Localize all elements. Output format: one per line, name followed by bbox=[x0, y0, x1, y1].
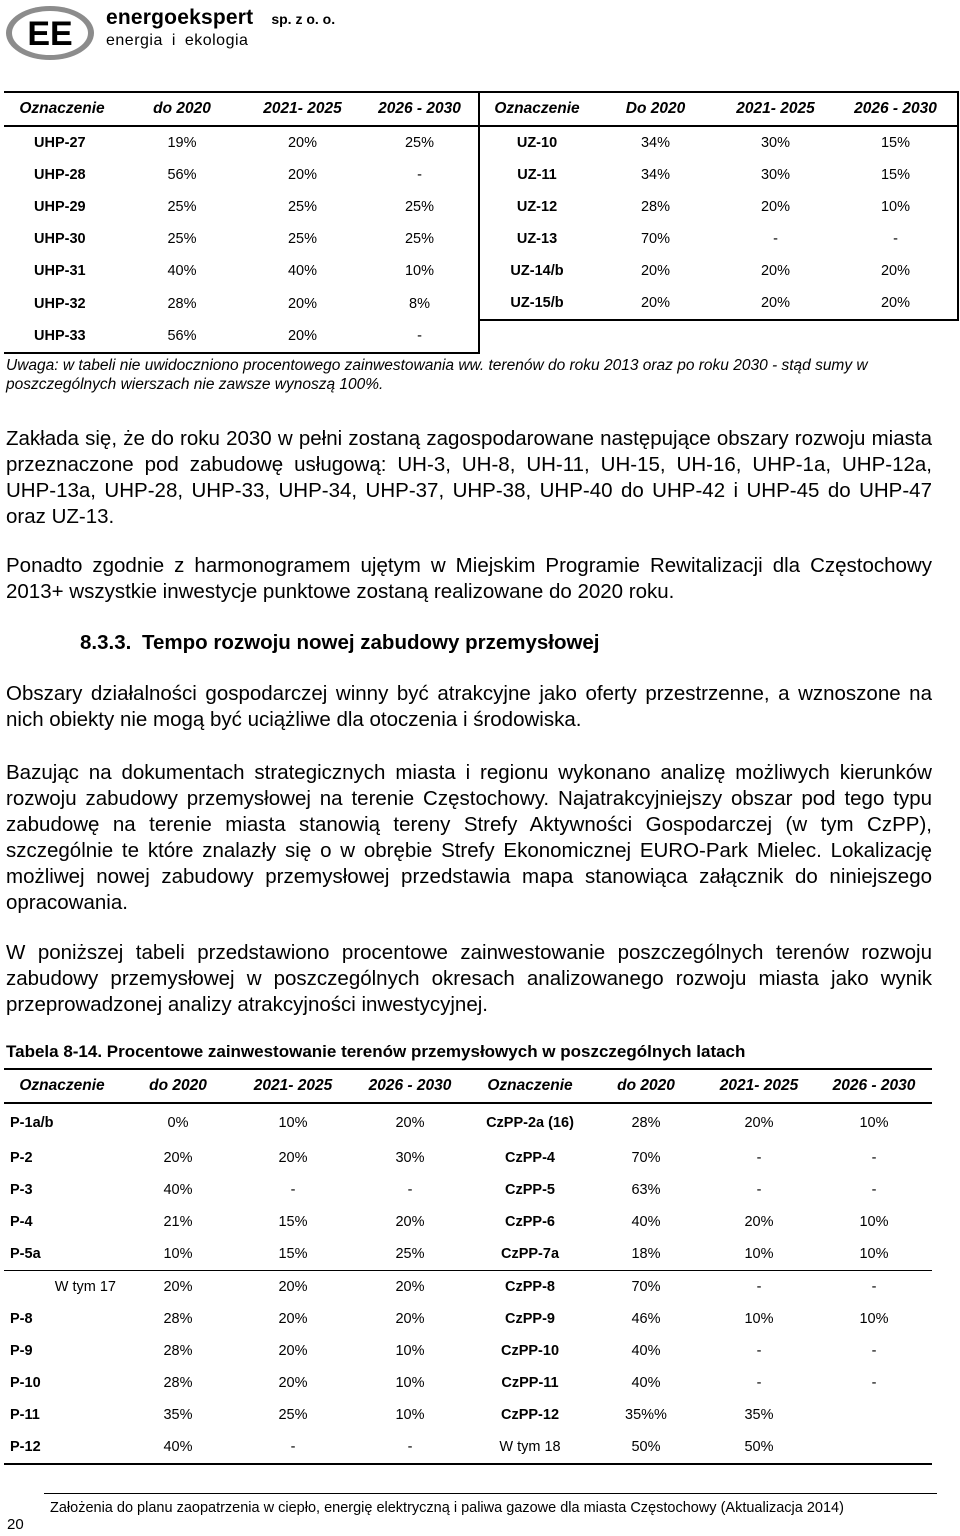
table-cell: 15% bbox=[834, 126, 958, 159]
table-cell: 20% bbox=[278, 1311, 308, 1327]
table-cell: W tym 17 bbox=[54, 1279, 116, 1295]
column-header: 2021- 2025 bbox=[702, 1069, 816, 1103]
table-row bbox=[4, 1142, 932, 1174]
table-row bbox=[4, 320, 958, 353]
table-cell: 15% bbox=[834, 159, 958, 191]
table-industrial-areas bbox=[4, 1068, 932, 1465]
table-row bbox=[4, 1335, 932, 1367]
table-cell: 20% bbox=[760, 263, 791, 279]
table-cell: UHP-31 bbox=[34, 263, 86, 279]
table-cell: 20% bbox=[278, 1343, 308, 1359]
table-cell: CzPP-11 bbox=[501, 1375, 559, 1391]
table-cell: 30% bbox=[760, 135, 791, 151]
table-cell: 10% bbox=[859, 1214, 889, 1230]
table-cell: 40% bbox=[287, 263, 318, 279]
table-cell bbox=[479, 320, 594, 353]
column-header: 2026 - 2030 bbox=[350, 1069, 470, 1103]
column-header: 2026 - 2030 bbox=[816, 1069, 932, 1103]
table-cell: 20% bbox=[744, 1214, 774, 1230]
table-cell: 15% bbox=[278, 1214, 308, 1230]
table-row bbox=[4, 255, 958, 287]
table-cell: 25% bbox=[167, 199, 197, 215]
table-row bbox=[4, 191, 958, 223]
table-cell: CzPP-6 bbox=[505, 1214, 555, 1230]
table-cell: - bbox=[417, 167, 422, 183]
table-cell: - bbox=[350, 1431, 470, 1464]
table-cell: 20% bbox=[594, 287, 717, 320]
table-cell: 25% bbox=[167, 231, 197, 247]
table-row bbox=[4, 159, 958, 191]
column-header: do 2020 bbox=[120, 92, 244, 126]
column-header: 2026 - 2030 bbox=[361, 92, 479, 126]
table-cell: 20% bbox=[395, 1115, 425, 1131]
table-row bbox=[4, 1174, 932, 1206]
table-row bbox=[4, 1206, 932, 1238]
column-header: do 2020 bbox=[120, 1069, 236, 1103]
table-cell: 50% bbox=[702, 1431, 816, 1464]
table-cell: 10% bbox=[744, 1311, 774, 1327]
table-cell: UHP-32 bbox=[34, 295, 86, 312]
table-cell: 20% bbox=[744, 1115, 774, 1131]
table-cell: 20% bbox=[395, 1311, 425, 1327]
table-cell: 25% bbox=[278, 1407, 308, 1423]
table-cell: - bbox=[756, 1150, 762, 1166]
table-cell: P-1a/b bbox=[10, 1115, 54, 1131]
table-cell: W tym 18 bbox=[470, 1431, 590, 1464]
table-cell: UHP-27 bbox=[34, 135, 86, 151]
table-cell: UHP-29 bbox=[34, 199, 86, 215]
table-cell: 25% bbox=[404, 231, 435, 247]
table-cell: 20% bbox=[244, 320, 361, 353]
table-cell: - bbox=[756, 1182, 762, 1198]
column-header: Do 2020 bbox=[594, 92, 717, 126]
paragraph: Ponadto zgodnie z harmonogramem ujętym w Miejskim Programie Rewitalizacji dla Częstochowy 2013+ wszystkie inwestycje punktowe zostaną realizowane do 2020 roku. bbox=[6, 554, 932, 603]
table-cell: 20% bbox=[287, 295, 318, 312]
table-cell: UZ-12 bbox=[479, 191, 594, 223]
table-row bbox=[4, 1271, 932, 1304]
table-cell: P-12 bbox=[4, 1431, 120, 1464]
column-header: Oznaczenie bbox=[4, 92, 120, 126]
table-cell: - bbox=[871, 1279, 877, 1295]
table-cell: 25% bbox=[404, 135, 435, 151]
table-cell: 63% bbox=[631, 1182, 661, 1198]
table-cell: 20% bbox=[278, 1375, 308, 1391]
logo-emblem-icon bbox=[4, 4, 96, 62]
table-cell bbox=[717, 320, 834, 353]
table-cell: 10% bbox=[395, 1407, 425, 1423]
table-cell: CzPP-2a (16) bbox=[486, 1115, 574, 1131]
table-cell: P-2 bbox=[10, 1150, 33, 1166]
table-row bbox=[4, 1238, 932, 1271]
table-cell: 10% bbox=[834, 191, 958, 223]
table-cell: 8% bbox=[409, 295, 430, 312]
table-cell: CzPP-10 bbox=[500, 1343, 560, 1359]
table-cell bbox=[816, 1431, 932, 1464]
table-cell: - bbox=[236, 1431, 350, 1464]
table-cell: 20% bbox=[278, 1150, 308, 1166]
table-cell: - bbox=[407, 1182, 413, 1198]
table-cell: UZ-10 bbox=[479, 126, 594, 159]
table-cell: 56% bbox=[120, 320, 244, 353]
table-cell: 35% bbox=[163, 1407, 193, 1423]
table-cell: 28% bbox=[163, 1343, 193, 1359]
table-cell: 40% bbox=[120, 1431, 236, 1464]
table-row bbox=[4, 1431, 932, 1464]
table-cell: 20% bbox=[395, 1214, 425, 1230]
table-cell: 10% bbox=[395, 1375, 425, 1391]
table-cell: 28% bbox=[640, 199, 671, 215]
table-cell: 40% bbox=[631, 1375, 661, 1391]
brand-name: energoekspert bbox=[106, 6, 254, 29]
table-cell: UHP-30 bbox=[34, 231, 86, 247]
table-cell: 10% bbox=[120, 1238, 236, 1271]
table-cell: 10% bbox=[395, 1343, 425, 1359]
table-note: Uwaga: w tabeli nie uwidoczniono procentowego zainwestowania ww. terenów do roku 2013 oraz po roku 2030 - stąd sumy w poszczególnych wierszach nie zawsze wynoszą 100%. bbox=[6, 357, 868, 393]
table-cell: 28% bbox=[163, 1375, 193, 1391]
table-cell: 34% bbox=[640, 167, 671, 183]
column-header: 2021- 2025 bbox=[236, 1069, 350, 1103]
table-cell: 0% bbox=[167, 1115, 189, 1131]
table-cell: P-4 bbox=[10, 1214, 33, 1230]
table-cell: 20% bbox=[834, 287, 958, 320]
column-header: 2021- 2025 bbox=[717, 92, 834, 126]
table-cell: UZ-13 bbox=[479, 223, 594, 255]
table-cell: 25% bbox=[404, 199, 435, 215]
table-header-row bbox=[4, 92, 958, 126]
table-cell: 35% bbox=[744, 1407, 774, 1423]
table-cell: P-3 bbox=[10, 1182, 33, 1198]
column-header: Oznaczenie bbox=[4, 1069, 120, 1103]
table-cell: - bbox=[290, 1182, 296, 1198]
column-header: 2026 - 2030 bbox=[834, 92, 958, 126]
table-cell: - bbox=[756, 1343, 762, 1359]
table-cell bbox=[834, 320, 958, 353]
table-cell: 70% bbox=[631, 1150, 661, 1166]
table-cell: - bbox=[773, 231, 778, 247]
table-row bbox=[4, 1367, 932, 1399]
table-cell: 10% bbox=[816, 1238, 932, 1271]
company-logo bbox=[4, 4, 96, 62]
table-cell: 20% bbox=[163, 1150, 193, 1166]
table-cell: - bbox=[756, 1375, 762, 1391]
table-cell: 10% bbox=[702, 1238, 816, 1271]
section-title: Tempo rozwoju nowej zabudowy przemysłowej bbox=[142, 631, 600, 654]
table-cell: 40% bbox=[631, 1343, 661, 1359]
table-cell: 10% bbox=[859, 1311, 889, 1327]
column-header: 2021- 2025 bbox=[244, 92, 361, 126]
table-cell: 15% bbox=[236, 1238, 350, 1271]
table-cell: P-9 bbox=[10, 1343, 33, 1359]
table-cell: - bbox=[871, 1375, 877, 1391]
table-cell: 70% bbox=[631, 1279, 661, 1295]
table-cell: - bbox=[361, 320, 479, 353]
column-header: Oznaczenie bbox=[479, 92, 594, 126]
table-cell: 25% bbox=[287, 199, 318, 215]
table-cell: 40% bbox=[167, 263, 197, 279]
table-cell: 25% bbox=[350, 1238, 470, 1271]
table-cell: UZ-14/b bbox=[479, 255, 594, 287]
svg-text:EE: EE bbox=[27, 15, 73, 53]
table-cell: P-5a bbox=[4, 1238, 120, 1271]
section-number: 8.3.3. bbox=[80, 631, 132, 654]
table-cell: 20% bbox=[717, 287, 834, 320]
table-cell: 10% bbox=[859, 1115, 889, 1131]
table-cell: CzPP-9 bbox=[505, 1311, 555, 1327]
table-cell: - bbox=[871, 1150, 877, 1166]
table-cell: 28% bbox=[167, 295, 197, 312]
table-row bbox=[4, 287, 958, 320]
section-heading bbox=[80, 631, 600, 655]
paragraph: W poniższej tabeli przedstawiono procentowe zainwestowanie poszczególnych terenów rozwoju zabudowy przemysłowej w poszczególnych okresach analizowanego rozwoju miasta jako wynik przeprowadzonej analizy atrakcyjności inwestycyjnej. bbox=[6, 941, 932, 1016]
table-row bbox=[4, 1103, 932, 1142]
column-header: Oznaczenie bbox=[470, 1069, 590, 1103]
table-cell: 20% bbox=[395, 1279, 425, 1295]
table-cell: CzPP-8 bbox=[505, 1279, 555, 1295]
table-cell: 20% bbox=[834, 255, 958, 287]
table-cell: 30% bbox=[395, 1150, 425, 1166]
table-cell: P-11 bbox=[10, 1407, 40, 1423]
table-cell: 56% bbox=[167, 167, 197, 183]
table-cell: 25% bbox=[287, 231, 318, 247]
table-cell: 20% bbox=[760, 199, 791, 215]
table-cell: - bbox=[871, 1182, 877, 1198]
paragraph: Zakłada się, że do roku 2030 w pełni zostaną zagospodarowane następujące obszary rozwoju miasta przeznaczone pod zabudowę usługową: UH-3, UH-8, UH-11, UH-15, UH-16, UHP-1a, UHP-12a, UHP-13a, UHP-28, UHP-33, UHP-34, UHP-37, UHP-38, UHP-40 do UHP-42 i UHP-45 do UHP-47 oraz UZ-13. bbox=[6, 427, 932, 528]
table-cell: 28% bbox=[631, 1115, 661, 1131]
table-service-areas bbox=[4, 91, 959, 354]
table-cell bbox=[816, 1399, 932, 1431]
table-cell: 40% bbox=[163, 1182, 193, 1198]
table-cell bbox=[594, 320, 717, 353]
table-cell: 10% bbox=[404, 263, 435, 279]
table-cell: 20% bbox=[287, 167, 318, 183]
table-cell: CzPP-7a bbox=[470, 1238, 590, 1271]
table-cell: CzPP-5 bbox=[505, 1182, 555, 1198]
table-cell: CzPP-12 bbox=[500, 1407, 560, 1423]
paragraph: Bazując na dokumentach strategicznych miasta i regionu wykonano analizę możliwych kierunków rozwoju zabudowy przemysłowej na terenie Częstochowy. Najatrakcyjniejszy obszar pod tego typu zabudowę na terenie miasta stanowią tereny Strefy Aktywności Gospodarczej (w tym CzPP), szczególnie te które znalazły się o w obrębie Strefy Ekonomicznej EURO-Park Mielec. Lokalizację możliwej nowej zabudowy przemysłowej przedstawia mapa stanowiąca załącznik do niniejszego opracowania. bbox=[6, 761, 932, 914]
page-number: 20 bbox=[7, 1516, 24, 1533]
table-cell: P-8 bbox=[10, 1311, 33, 1327]
table-cell: 46% bbox=[631, 1311, 661, 1327]
table-cell: 28% bbox=[163, 1311, 193, 1327]
table-cell: - bbox=[834, 223, 958, 255]
table-caption: Tabela 8-14. Procentowe zainwestowanie terenów przemysłowych w poszczególnych latach bbox=[6, 1042, 746, 1061]
brand-suffix: sp. z o. o. bbox=[271, 11, 336, 27]
table-cell: UZ-11 bbox=[479, 159, 594, 191]
table-cell: 10% bbox=[278, 1115, 308, 1131]
table-cell: CzPP-4 bbox=[505, 1150, 555, 1166]
paragraph: Obszary działalności gospodarczej winny być atrakcyjne jako oferty przestrzenne, a wznoszone na nich obiekty nie mogą być uciążliwe dla otoczenia i środowiska. bbox=[6, 682, 932, 731]
table-row bbox=[4, 1303, 932, 1335]
table-cell: P-10 bbox=[10, 1375, 41, 1391]
table-cell: UHP-33 bbox=[4, 320, 120, 353]
table-cell: 35%% bbox=[625, 1407, 667, 1423]
table-cell: - bbox=[756, 1279, 762, 1295]
table-cell: - bbox=[871, 1343, 877, 1359]
table-cell: 21% bbox=[163, 1214, 193, 1230]
brand-tagline: energia i ekologia bbox=[106, 32, 249, 49]
table-row bbox=[4, 126, 958, 159]
table-cell: UHP-28 bbox=[34, 167, 86, 183]
table-cell: 70% bbox=[640, 231, 671, 247]
table-cell: 20% bbox=[163, 1279, 193, 1295]
table-cell: 19% bbox=[167, 135, 197, 151]
table-cell: 34% bbox=[640, 135, 671, 151]
column-header: do 2020 bbox=[590, 1069, 702, 1103]
table-cell: 50% bbox=[590, 1431, 702, 1464]
footer-text: Założenia do planu zaopatrzenia w ciepło, energię elektryczną i paliwa gazowe dla miasta Częstochowy (Aktualizacja 2014) bbox=[50, 1500, 844, 1516]
brand-block bbox=[106, 6, 335, 50]
table-cell: 40% bbox=[631, 1214, 661, 1230]
table-cell: UZ-15/b bbox=[479, 287, 594, 320]
table-cell: 20% bbox=[278, 1279, 308, 1295]
footer-divider bbox=[44, 1493, 937, 1494]
table-cell: 30% bbox=[760, 167, 791, 183]
table-row bbox=[4, 1399, 932, 1431]
table-row bbox=[4, 223, 958, 255]
table-cell: 18% bbox=[590, 1238, 702, 1271]
table-cell: 20% bbox=[287, 135, 318, 151]
table-header-row bbox=[4, 1069, 932, 1103]
table-cell: 20% bbox=[640, 263, 671, 279]
